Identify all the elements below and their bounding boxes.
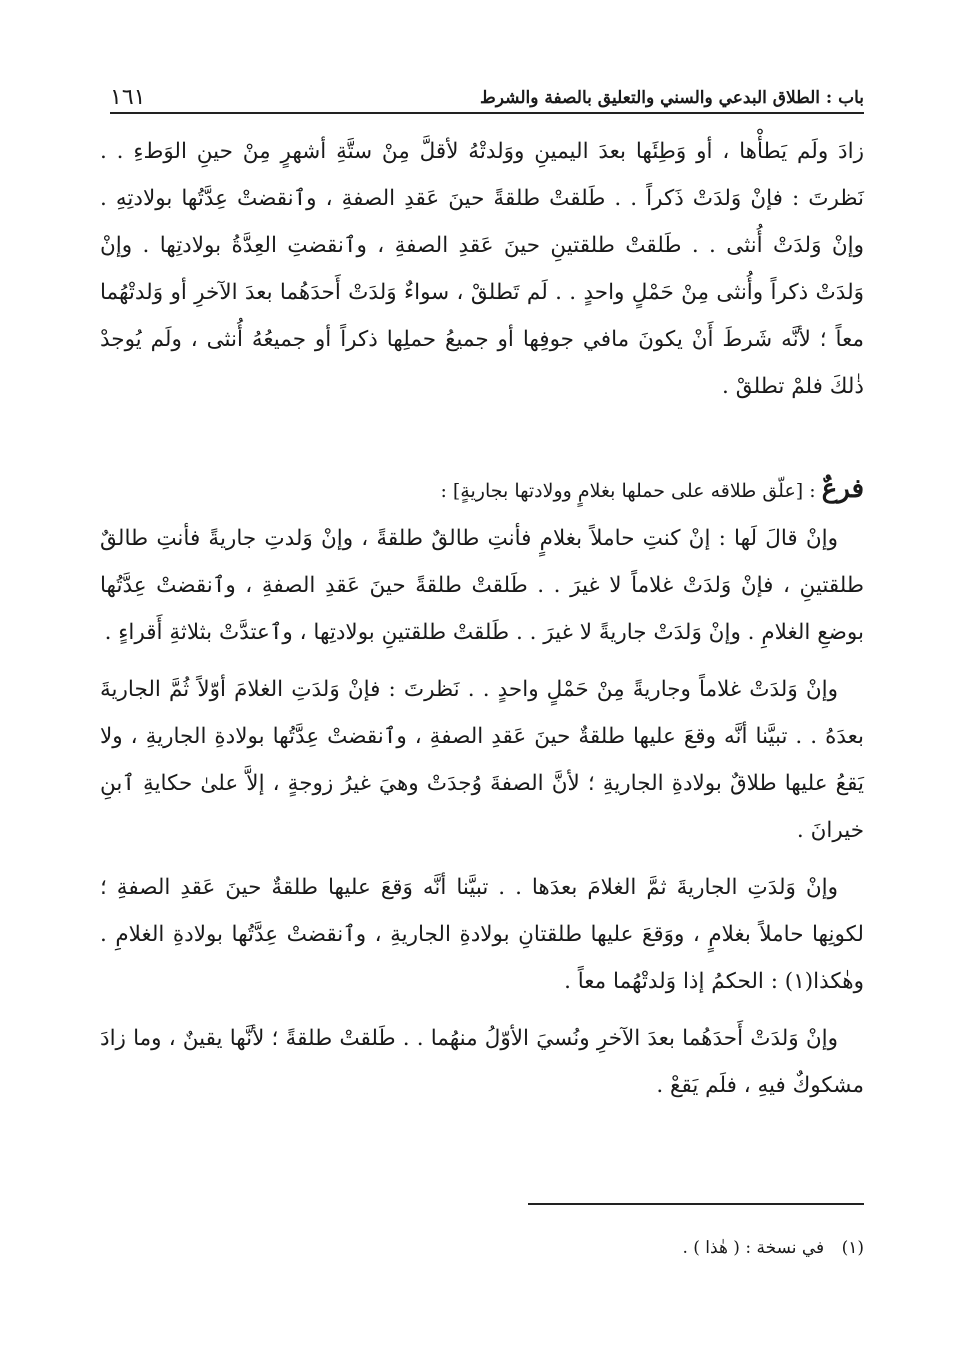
- footnote-divider: [528, 1203, 864, 1205]
- footnote-text: في نسخة : ( هٰذا ) .: [682, 1238, 825, 1258]
- section-label: فرعٌ: [821, 474, 864, 504]
- page-number: ١٦١: [110, 85, 146, 110]
- section-title: : [علّق طلاقه على حملها بغلامٍ وولادتها بجاريةٍ] :: [440, 480, 822, 502]
- paragraph: وإنْ وَلدَتْ غلاماً وجاريةً مِنْ حَمْلٍ واحدٍ . . نَظرتَ : فإنْ وَلدَتِ الغلامَ أوّلاً ثُمَّ الجاريةَ بعدَهُ . . تبيَّنا أنَّه وقعَ عليها طلقةٌ حينَ عَقدِ الصفةِ ، وٱنقضتْ عِدَّتُها بولادةِ الجاريةِ ، ولا يَقعُ عليها طلاقٌ بولادةِ الجاريةِ ؛ لأنَّ الصفةَ وُجدَتْ وهيَ غيرُ زوجةٍ ، إلاَّ علىٰ حكايةِ ٱبنِ خيرانَ .: [100, 677, 864, 843]
- section-heading: [100, 466, 864, 515]
- chapter-title: باب : الطلاق البدعي والسني والتعليق بالصفة والشرط: [480, 88, 864, 108]
- paragraph: وإنْ قالَ لَها : إنْ كنتِ حاملاً بغلامٍ فأنتِ طالقٌ طلقةً ، وإنْ وَلدتِ جاريةً فأنتِ طالقٌ طلقتينِ ، فإنْ وَلدَتْ غلاماً لا غيرَ . . طَلقتْ طلقةً حينَ عَقدِ الصفةِ ، وٱنقضتْ عِدَّتُها بوضعِ الغلامِ . وإنْ وَلدَتْ جاريةً لا غيرَ . . طَلقتْ طلقتينِ بولادتِها ، وٱعتدَّتْ بثلاثةِ أَقراءٍ .: [100, 526, 864, 645]
- main-text: [100, 128, 864, 1109]
- paragraph: وإنْ وَلدَتْ أَحدَهُما بعدَ الآخرِ ونُسيَ الأوّلُ منهُما . . طَلقتْ طلقةً ؛ لأنَّها يقينٌ ، وما زادَ مشكوكٌ فيهِ ، فلَم يَقعْ .: [100, 1026, 864, 1098]
- running-header: [110, 78, 864, 114]
- footnote: [100, 1234, 864, 1262]
- paragraph: زادَ ولَم يَطأْها ، أو وَطِئَها بعدَ اليمينِ ووَلدتْهُ لأقلَّ مِنْ ستَّةِ أشهرٍ مِنْ حينِ الوَطءِ . . نَظرتَ : فإنْ وَلدَتْ ذَكراً . . طَلقتْ طلقةً حينَ عَقدِ الصفةِ ، وٱنقضتْ عِدَّتُها بولادتِهِ . وإنْ وَلدَتْ أُنثى . . طَلقتْ طلقتينِ حينَ عَقدِ الصفةِ ، وٱنقضتِ العِدَّةُ بولادتِها . وإنْ وَلدَتْ ذكراً وأُنثى مِنْ حَمْلٍ واحدٍ . . لَم تَطلقْ ، سواءٌ وَلدَتْ أَحدَهُما بعدَ الآخرِ أو وَلدتْهُما معاً ؛ لأنَّه شَرطَ أَنْ يكونَ مافي جوفِها أو جميعُ حملِها ذكراً أو جميعُهُ أُنثى ، ولَم يُوجدْ ذٰلكَ فلمْ تطلقْ .: [100, 139, 864, 399]
- footnote-number: (١): [841, 1238, 864, 1258]
- paragraph: وإنْ وَلدَتِ الجاريةَ ثمَّ الغلامَ بعدَها . . تبيَّنا أنَّه وَقعَ عليها طلقةٌ حينَ عَقدِ الصفةِ ؛ لكونِها حاملاً بغلامٍ ، ووَقعَ عليها طلقتانِ بولادةِ الجاريةِ ، وٱنقضتْ عِدَّتُها بولادةِ الغلامِ . وهٰكذا(١) : الحكمُ إذا وَلدتْهُما معاً .: [100, 875, 864, 994]
- section-spacer: [100, 410, 864, 466]
